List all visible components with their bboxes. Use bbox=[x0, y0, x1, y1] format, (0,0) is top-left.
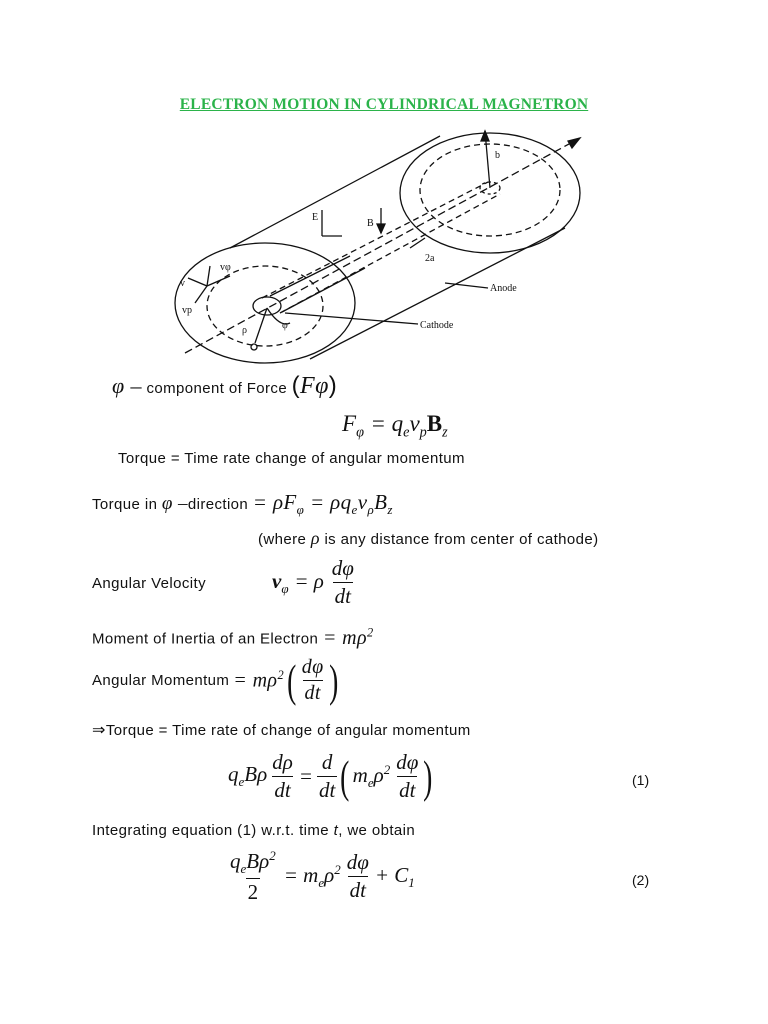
torque-definition: Torque = Time rate change of angular momentum bbox=[118, 450, 465, 467]
anode-near-ellipse bbox=[175, 243, 355, 363]
angular-velocity-label: Angular Velocity bbox=[92, 575, 206, 592]
label-rho: ρ bbox=[242, 325, 247, 336]
label-E: E bbox=[312, 212, 319, 223]
equation-2-number: (2) bbox=[632, 872, 650, 888]
implies-line: ⇒Torque = Time rate of change of angular momentum bbox=[92, 722, 471, 739]
force-equation: $F_\varphi = q_ev_pB_z$ bbox=[342, 411, 448, 441]
angular-momentum: Angular Momentum = $m\rho^2$ ( $\frac{d\varphi}{dt}$ ) bbox=[92, 654, 339, 706]
phi-force-line: φ – component of Force (Fφ) bbox=[112, 372, 338, 399]
moment-inertia: Moment of Inertia of an Electron = $m\rho^2$ bbox=[92, 625, 374, 649]
label-phi: φ bbox=[282, 320, 288, 331]
where-note: (where ρ is any distance from center of cathode) bbox=[258, 528, 599, 548]
anode-far-ellipse bbox=[400, 133, 580, 253]
cathode-near-ellipse bbox=[253, 297, 281, 315]
integrating-line: Integrating equation (1) w.r.t. time t, we obtain bbox=[92, 822, 416, 839]
label-vphi: vφ bbox=[220, 262, 231, 273]
equation-1-number: (1) bbox=[632, 772, 650, 788]
torque-phi-direction: Torque in φ –direction = $\rho F_\varphi = \rho q_ev_\rho B_z$ bbox=[92, 490, 393, 518]
label-b: b bbox=[495, 150, 500, 161]
angular-velocity-formula: $v_\varphi = \rho$ $\frac{d\varphi}{dt}$ bbox=[272, 556, 354, 608]
equation-1: $q_eB\rho$ $\frac{d\rho}{dt}$ = $\frac{d}{dt}$ ( $m_e\rho^2$ $\frac{d\varphi}{dt}$ ) bbox=[228, 750, 433, 802]
label-v: v bbox=[180, 278, 185, 289]
label-B: B bbox=[367, 218, 374, 229]
equation-2: $\frac{q_eB\rho^2}{2}$ = $m_e\rho^2$ $\frac{d\varphi}{dt}$ + $C_1$ bbox=[230, 848, 415, 905]
label-vp: vp bbox=[182, 305, 192, 316]
page-title: ELECTRON MOTION IN CYLINDRICAL MAGNETRON bbox=[179, 96, 589, 113]
label-anode: Anode bbox=[490, 283, 517, 294]
label-2a: 2a bbox=[425, 253, 435, 264]
magnetron-diagram bbox=[170, 128, 600, 368]
label-cathode: Cathode bbox=[420, 320, 454, 331]
